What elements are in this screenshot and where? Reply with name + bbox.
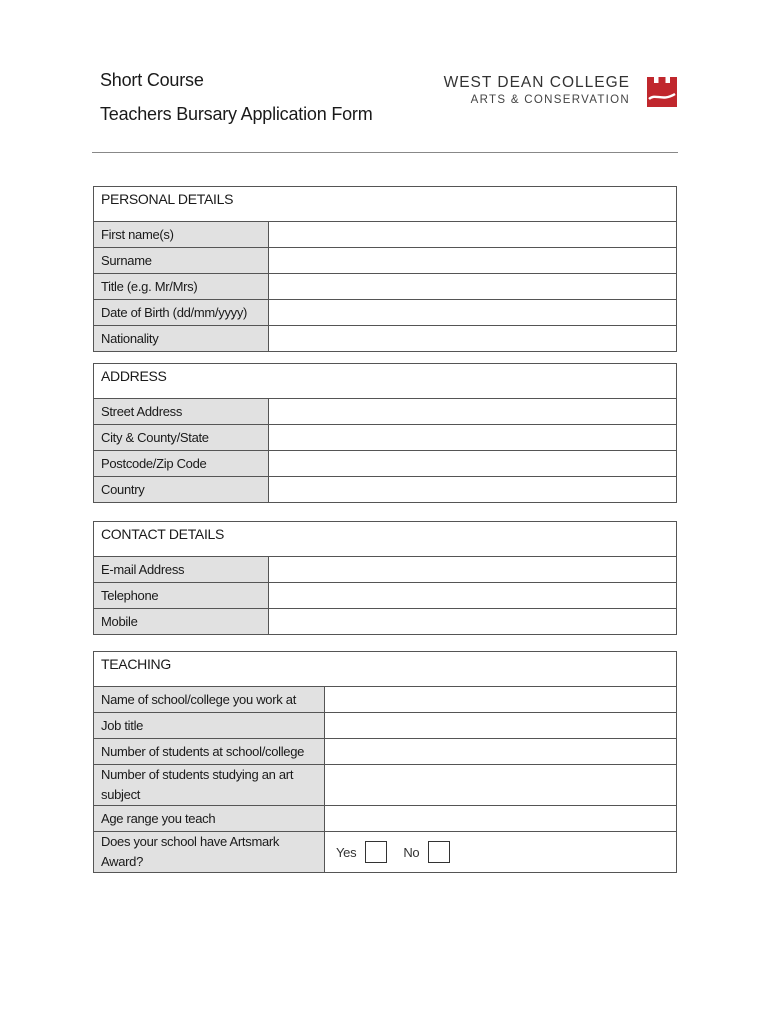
- castle-icon: [647, 77, 677, 107]
- nationality-field[interactable]: [269, 326, 677, 352]
- form-row: [94, 326, 677, 352]
- form-row: [94, 713, 677, 739]
- job-title-field[interactable]: [325, 713, 677, 739]
- section-heading: CONTACT DETAILS: [94, 522, 677, 557]
- section-heading: TEACHING: [94, 652, 677, 687]
- mobile-field[interactable]: [269, 609, 677, 635]
- field-label: Does your school have Artsmark Award?: [94, 832, 325, 873]
- form-row: [94, 832, 677, 873]
- telephone-field[interactable]: [269, 583, 677, 609]
- section-heading: ADDRESS: [94, 364, 677, 399]
- school-name-field[interactable]: [325, 687, 677, 713]
- field-label: First name(s): [94, 222, 269, 248]
- form-row: [94, 765, 677, 806]
- yes-checkbox[interactable]: [365, 841, 387, 863]
- form-row: [94, 557, 677, 583]
- field-label: Number of students studying an art subject: [94, 765, 325, 806]
- field-label: Name of school/college you work at: [94, 687, 325, 713]
- form-row: [94, 477, 677, 503]
- form-row: [94, 451, 677, 477]
- field-label: Surname: [94, 248, 269, 274]
- form-row: [94, 687, 677, 713]
- field-label: Number of students at school/college: [94, 739, 325, 765]
- field-label: E-mail Address: [94, 557, 269, 583]
- form-row: [94, 248, 677, 274]
- email-field[interactable]: [269, 557, 677, 583]
- form-row: [94, 222, 677, 248]
- field-label: Telephone: [94, 583, 269, 609]
- field-label: Country: [94, 477, 269, 503]
- college-logo: [443, 74, 677, 110]
- form-row: [94, 399, 677, 425]
- art-students-field[interactable]: [325, 765, 677, 806]
- form-row: [94, 300, 677, 326]
- form-row: [94, 739, 677, 765]
- field-label: Job title: [94, 713, 325, 739]
- field-label: Age range you teach: [94, 806, 325, 832]
- personal-details-section: [93, 186, 677, 352]
- no-label: No: [403, 844, 420, 860]
- form-subtitle: Short Course: [100, 70, 204, 90]
- form-row: [94, 609, 677, 635]
- field-label: Nationality: [94, 326, 269, 352]
- form-title: Teachers Bursary Application Form: [100, 104, 373, 124]
- age-range-field[interactable]: [325, 806, 677, 832]
- surname-field[interactable]: [269, 248, 677, 274]
- no-checkbox[interactable]: [428, 841, 450, 863]
- field-label: Street Address: [94, 399, 269, 425]
- field-label: City & County/State: [94, 425, 269, 451]
- field-label: Postcode/Zip Code: [94, 451, 269, 477]
- country-field[interactable]: [269, 477, 677, 503]
- form-row: [94, 806, 677, 832]
- field-label: Title (e.g. Mr/Mrs): [94, 274, 269, 300]
- city-county-field[interactable]: [269, 425, 677, 451]
- header-divider: [92, 152, 678, 153]
- address-section: [93, 363, 677, 503]
- school-students-field[interactable]: [325, 739, 677, 765]
- first-name-field[interactable]: [269, 222, 677, 248]
- date-of-birth-field[interactable]: [269, 300, 677, 326]
- artsmark-answer-cell: [325, 832, 677, 873]
- form-row: [94, 583, 677, 609]
- teaching-section: [93, 651, 677, 873]
- contact-details-section: [93, 521, 677, 635]
- street-address-field[interactable]: [269, 399, 677, 425]
- field-label: Date of Birth (dd/mm/yyyy): [94, 300, 269, 326]
- logo-college-name: WEST DEAN COLLEGE: [443, 74, 630, 91]
- logo-tagline: ARTS & CONSERVATION: [470, 94, 630, 106]
- form-row: [94, 425, 677, 451]
- yes-label: Yes: [336, 844, 357, 860]
- form-row: [94, 274, 677, 300]
- title-field[interactable]: [269, 274, 677, 300]
- postcode-field[interactable]: [269, 451, 677, 477]
- field-label: Mobile: [94, 609, 269, 635]
- section-heading: PERSONAL DETAILS: [94, 187, 677, 222]
